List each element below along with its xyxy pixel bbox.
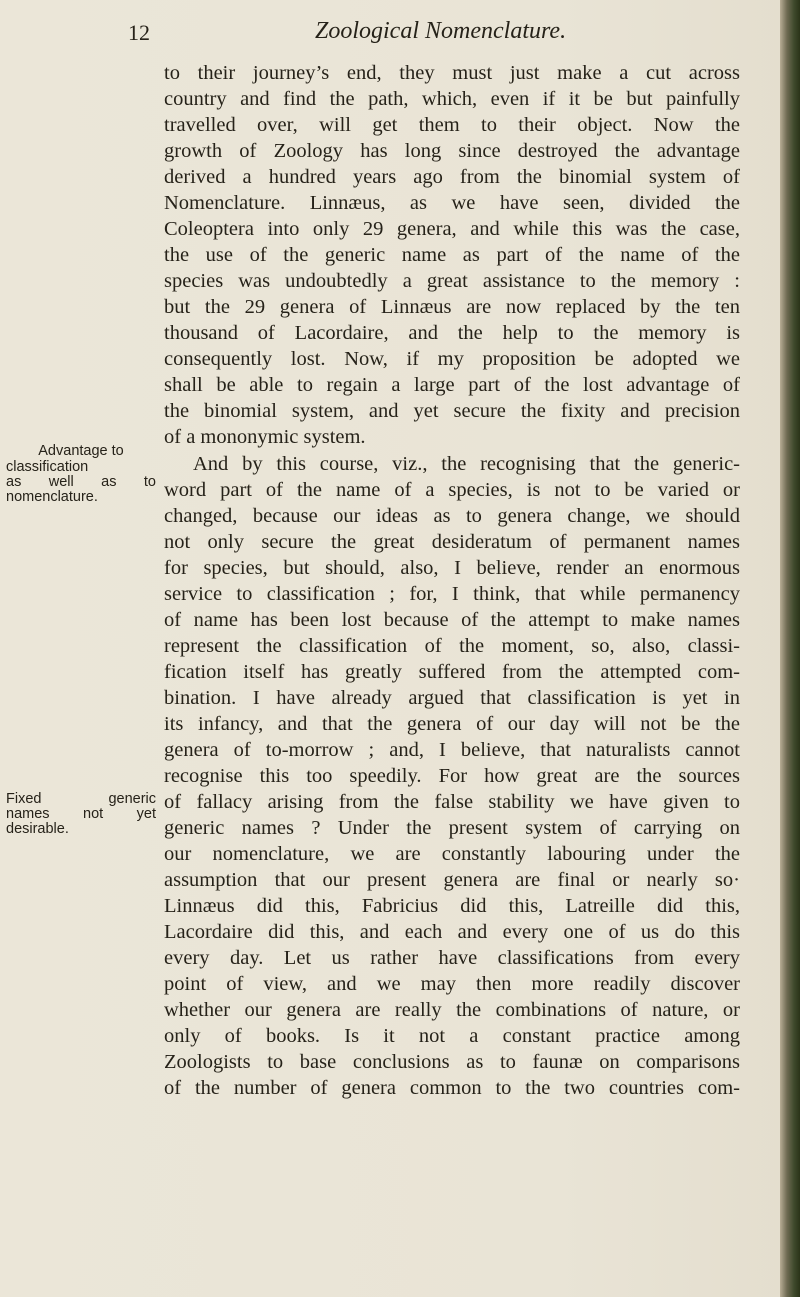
body-line: genera of to-morrow ; and, I believe, that naturalists cannot <box>164 739 740 761</box>
body-line: of name has been lost because of the attempt to make names <box>164 609 740 631</box>
body-line: only of books. Is it not a constant practice among <box>164 1025 740 1047</box>
body-line: bination. I have already argued that classification is yet in <box>164 687 740 709</box>
page-number: 12 <box>128 20 150 45</box>
body-line: fication itself has greatly suffered from the attempted com- <box>164 661 740 683</box>
body-line: our nomenclature, we are constantly labouring under the <box>164 843 740 865</box>
body-line: its infancy, and that the genera of our day will not be the <box>164 713 740 735</box>
body-line: changed, because our ideas as to genera change, we should <box>164 505 740 527</box>
body-line: service to classification ; for, I think, that while permanency <box>164 583 740 605</box>
body-line: shall be able to regain a large part of the lost advantage of <box>164 374 740 396</box>
running-title: Zoological Nomenclature. <box>315 18 567 44</box>
body-line: Lacordaire did this, and each and every one of us do this <box>164 921 740 943</box>
margin-note-line: nomenclature. <box>6 489 98 505</box>
body-line: of a mononymic system. <box>164 426 366 448</box>
body-line: every day. Let us rather have classifications from every <box>164 947 740 969</box>
body-line: derived a hundred years ago from the binomial system of <box>164 166 740 188</box>
body-line: Zoologists to base conclusions as to faunæ on comparisons <box>164 1051 740 1073</box>
body-line: Coleoptera into only 29 genera, and while this was the case, <box>164 218 740 240</box>
margin-note-line: as well as to <box>6 474 156 490</box>
body-line: of the number of genera common to the two countries com- <box>164 1077 740 1099</box>
margin-note-line: classification <box>6 459 89 475</box>
body-line: And by this course, viz., the recognising that the generic- <box>193 453 740 475</box>
body-line: country and find the path, which, even if it be but painfully <box>164 88 740 110</box>
body-line: recognise this too speedily. For how great are the sources <box>164 765 740 787</box>
margin-note-line: desirable. <box>6 821 69 837</box>
body-line: of fallacy arising from the false stability we have given to <box>164 791 740 813</box>
body-line: travelled over, will get them to their object. Now the <box>164 114 740 136</box>
body-line: thousand of Lacordaire, and the help to the memory is <box>164 322 740 344</box>
body-line: represent the classification of the moment, so, also, classi- <box>164 635 740 657</box>
page-edge-shadow <box>780 0 800 1297</box>
body-line: to their journey’s end, they must just make a cut across <box>164 62 740 84</box>
body-line: the use of the generic name as part of the name of the <box>164 244 740 266</box>
margin-note-line: names not yet <box>6 806 156 822</box>
body-line: not only secure the great desideratum of permanent names <box>164 531 740 553</box>
body-line: consequently lost. Now, if my proposition be adopted we <box>164 348 740 370</box>
body-line: assumption that our present genera are final or nearly so· <box>164 869 740 891</box>
body-line: the binomial system, and yet secure the fixity and precision <box>164 400 740 422</box>
body-line: species was undoubtedly a great assistance to the memory : <box>164 270 740 292</box>
body-line: whether our genera are really the combinations of nature, or <box>164 999 740 1021</box>
body-line: word part of the name of a species, is not to be varied or <box>164 479 740 501</box>
body-line: point of view, and we may then more readily discover <box>164 973 740 995</box>
body-line: but the 29 genera of Linnæus are now replaced by the ten <box>164 296 740 318</box>
body-line: growth of Zoology has long since destroyed the advantage <box>164 140 740 162</box>
body-line: Linnæus did this, Fabricius did this, Latreille did this, <box>164 895 740 917</box>
body-line: Nomenclature. Linnæus, as we have seen, divided the <box>164 192 740 214</box>
body-line: generic names ? Under the present system of carrying on <box>164 817 740 839</box>
body-line: for species, but should, also, I believe, render an enormous <box>164 557 740 579</box>
margin-note-line: Advantage to <box>38 443 124 459</box>
margin-note-line: Fixed generic <box>6 791 156 807</box>
